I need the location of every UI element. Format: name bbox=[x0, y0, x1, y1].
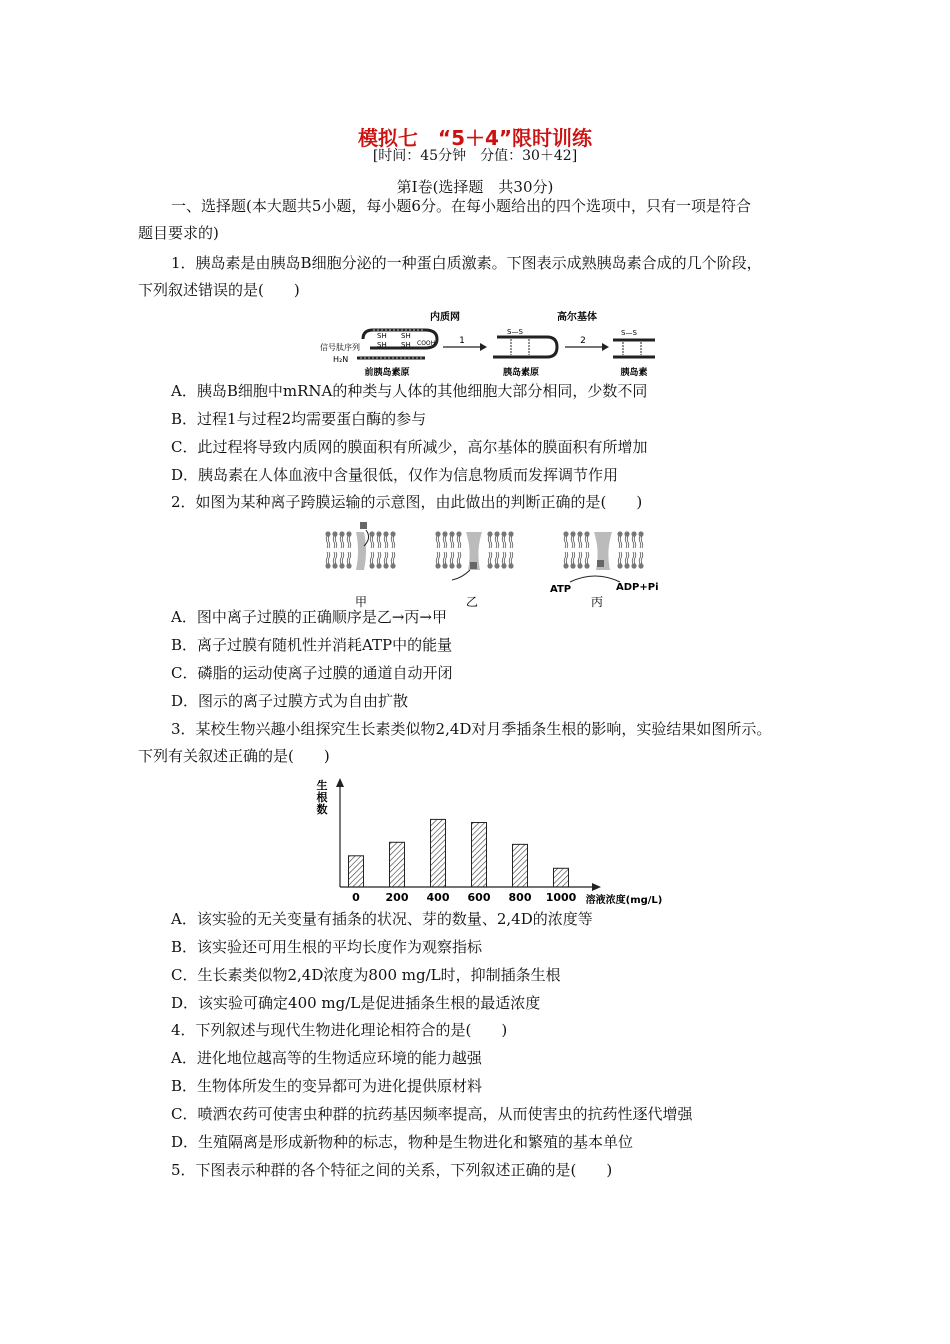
q3-option-d: D．该实验可确定400 mg/L是促进插条生根的最适浓度 bbox=[171, 994, 541, 1012]
proinsulin-shape bbox=[493, 337, 557, 357]
x-tick-label-600: 600 bbox=[467, 891, 491, 904]
sh-label: SH bbox=[401, 332, 411, 340]
insulin-shape bbox=[613, 340, 655, 357]
q4-option-a: A．进化地位越高等的生物适应环境的能力越强 bbox=[171, 1049, 482, 1067]
golgi-label: 高尔基体 bbox=[557, 312, 597, 323]
q3-stem-2: 下列有关叙述正确的是( ) bbox=[138, 747, 330, 765]
q3-option-c: C．生长素类似物2,4D浓度为800 mg/L时，抑制插条生根 bbox=[171, 966, 561, 984]
er-label: 内质网 bbox=[430, 312, 460, 323]
rooting-bar-chart bbox=[300, 775, 680, 910]
step-1-arrowhead bbox=[480, 343, 487, 351]
insulin-synthesis-figure bbox=[315, 305, 665, 380]
adp-label: ADP+Pi bbox=[616, 582, 659, 593]
panel-a-label: 甲 bbox=[354, 595, 368, 609]
sh-label: SH bbox=[401, 341, 411, 349]
x-tick-label-0: 0 bbox=[352, 891, 360, 904]
transport-arrow bbox=[452, 570, 470, 580]
q3-stem-1: 3．某校生物兴趣小组探究生长素类似物2,4D对月季插条生根的影响，实验结果如图所示。 bbox=[171, 720, 772, 738]
membrane-panel-b bbox=[435, 531, 513, 580]
y-axis-arrowhead bbox=[336, 778, 344, 787]
intro-line-1: 一、选择题(本大题共5小题，每小题6分。在每小题给出的四个选项中，只有一项是符合 bbox=[171, 197, 751, 215]
membrane-panel-a bbox=[325, 522, 395, 570]
q3-option-b: B．该实验还可用生根的平均长度作为观察指标 bbox=[171, 938, 483, 956]
ion-transport-figure bbox=[320, 520, 660, 610]
ss-label: S—S bbox=[507, 328, 523, 336]
bar-400 bbox=[431, 819, 446, 887]
x-tick-label-400: 400 bbox=[426, 891, 450, 904]
atp-label: ATP bbox=[550, 584, 572, 595]
y-axis-label: 生根数 bbox=[316, 779, 328, 816]
bar-800 bbox=[513, 844, 528, 887]
bar-200 bbox=[390, 842, 405, 887]
atp-arrow bbox=[570, 576, 620, 582]
time-score-info: [时间：45分钟 分值：30＋42] bbox=[372, 148, 578, 164]
q2-stem: 2．如图为某种离子跨膜运输的示意图，由此做出的判断正确的是( ) bbox=[171, 493, 643, 511]
q1-stem-2: 下列叙述错误的是( ) bbox=[138, 281, 300, 299]
insulin-disulfide-bonds bbox=[623, 342, 641, 355]
membrane-panel-c bbox=[563, 531, 643, 582]
bar-0 bbox=[349, 856, 364, 887]
cooh-label: COOH bbox=[417, 340, 436, 347]
q2-option-c: C．磷脂的运动使离子过膜的通道自动开闭 bbox=[171, 664, 453, 682]
stage-2-label: 胰岛素原 bbox=[502, 368, 540, 378]
x-axis-arrowhead bbox=[592, 883, 601, 891]
step-2-label: 2 bbox=[580, 336, 586, 346]
ss-label: S—S bbox=[621, 329, 637, 337]
q2-option-a: A．图中离子过膜的正确顺序是乙→丙→甲 bbox=[171, 608, 447, 626]
step-1-label: 1 bbox=[459, 336, 465, 346]
preproinsulin-stripes bbox=[360, 330, 423, 358]
q1-option-d: D．胰岛素在人体血液中含量很低，仅作为信息物质而发挥调节作用 bbox=[171, 466, 619, 484]
bar-1000 bbox=[554, 868, 569, 887]
ion-square bbox=[597, 560, 604, 567]
q4-stem: 4．下列叙述与现代生物进化理论相符合的是( ) bbox=[171, 1021, 508, 1039]
q1-option-a: A．胰岛B细胞中mRNA的种类与人体的其他细胞大部分相同，少数不同 bbox=[171, 382, 648, 400]
x-tick-label-1000: 1000 bbox=[545, 891, 577, 904]
x-tick-label-200: 200 bbox=[385, 891, 409, 904]
section-heading: 第Ⅰ卷(选择题 共30分) bbox=[396, 178, 554, 196]
q3-option-a: A．该实验的无关变量有插条的状况、芽的数量、2,4D的浓度等 bbox=[171, 910, 593, 928]
q1-option-c: C．此过程将导致内质网的膜面积有所减少，高尔基体的膜面积有所增加 bbox=[171, 438, 648, 456]
q4-option-c: C．喷洒农药可使害虫种群的抗药基因频率提高，从而使害虫的抗药性逐代增强 bbox=[171, 1105, 693, 1123]
q4-option-d: D．生殖隔离是形成新物种的标志，物种是生物进化和繁殖的基本单位 bbox=[171, 1133, 634, 1151]
q1-stem-1: 1．胰岛素是由胰岛B细胞分泌的一种蛋白质激素。下图表示成熟胰岛素合成的几个阶段， bbox=[171, 254, 762, 272]
panel-b-label: 乙 bbox=[465, 595, 479, 609]
x-axis-label: 溶液浓度(mg/L) bbox=[585, 895, 663, 906]
ion-square bbox=[360, 522, 367, 529]
ion-square bbox=[470, 562, 477, 569]
q2-option-b: B．离子过膜有随机性并消耗ATP中的能量 bbox=[171, 636, 453, 654]
page-title: 模拟七 “5＋4”限时训练 bbox=[357, 126, 593, 150]
panel-c-label: 丙 bbox=[590, 595, 604, 609]
step-2-arrowhead bbox=[602, 343, 609, 351]
q1-option-b: B．过程1与过程2均需要蛋白酶的参与 bbox=[171, 410, 427, 428]
stage-3-label: 胰岛素 bbox=[620, 368, 648, 378]
intro-line-2: 题目要求的) bbox=[138, 224, 219, 242]
sh-label: SH bbox=[377, 341, 387, 349]
q2-option-d: D．图示的离子过膜方式为自由扩散 bbox=[171, 692, 409, 710]
h2n-label: H₂N bbox=[333, 355, 349, 364]
bar-600 bbox=[472, 823, 487, 887]
disulfide-bonds bbox=[511, 339, 529, 355]
q4-option-b: B．生物体所发生的变异都可为进化提供原材料 bbox=[171, 1077, 483, 1095]
x-tick-label-800: 800 bbox=[508, 891, 532, 904]
stage-1-label: 前胰岛素原 bbox=[364, 368, 410, 378]
signal-peptide-label: 信号肽序列 bbox=[320, 343, 360, 352]
q5-stem: 5．下图表示种群的各个特征之间的关系，下列叙述正确的是( ) bbox=[171, 1161, 613, 1179]
sh-label: SH bbox=[377, 332, 387, 340]
